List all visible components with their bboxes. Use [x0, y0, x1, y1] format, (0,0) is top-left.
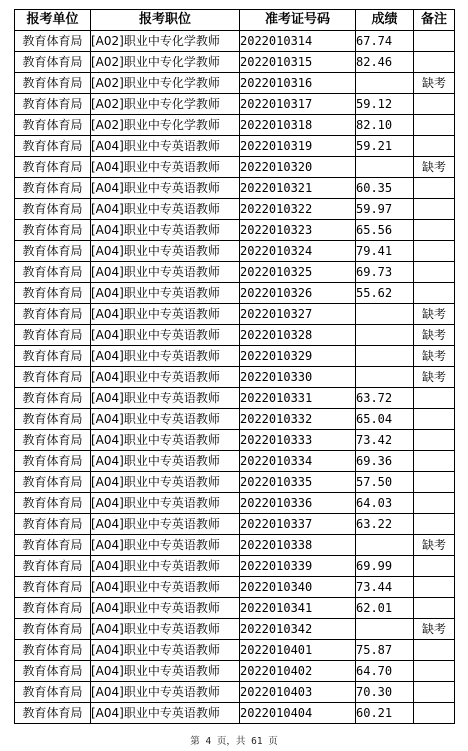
exam-id-cell: 2022010326	[240, 283, 356, 304]
unit-cell: 教育体育局	[15, 556, 91, 577]
position-cell: [A04]职业中专英语教师	[91, 199, 240, 220]
position-cell: [A02]职业中专化学教师	[91, 31, 240, 52]
exam-id-cell: 2022010317	[240, 94, 356, 115]
position-cell: [A04]职业中专英语教师	[91, 661, 240, 682]
unit-cell: 教育体育局	[15, 535, 91, 556]
table-row	[15, 31, 455, 52]
note-cell: 缺考	[414, 325, 455, 346]
unit-cell: 教育体育局	[15, 388, 91, 409]
table-row	[15, 640, 455, 661]
note-cell	[414, 136, 455, 157]
position-cell: [A02]职业中专化学教师	[91, 94, 240, 115]
exam-id-cell: 2022010322	[240, 199, 356, 220]
note-cell: 缺考	[414, 346, 455, 367]
table-header-row	[15, 10, 455, 31]
exam-id-cell: 2022010334	[240, 451, 356, 472]
header-note: 备注	[414, 10, 455, 31]
unit-cell: 教育体育局	[15, 94, 91, 115]
unit-cell: 教育体育局	[15, 640, 91, 661]
position-cell: [A04]职业中专英语教师	[91, 136, 240, 157]
unit-cell: 教育体育局	[15, 493, 91, 514]
table-row	[15, 73, 455, 94]
score-cell: 63.72	[356, 388, 414, 409]
position-cell: [A04]职业中专英语教师	[91, 682, 240, 703]
unit-cell: 教育体育局	[15, 115, 91, 136]
position-cell: [A02]职业中专化学教师	[91, 115, 240, 136]
table-row	[15, 598, 455, 619]
score-cell	[356, 367, 414, 388]
unit-cell: 教育体育局	[15, 430, 91, 451]
table-row	[15, 388, 455, 409]
score-cell	[356, 73, 414, 94]
table-row	[15, 661, 455, 682]
score-cell: 57.50	[356, 472, 414, 493]
unit-cell: 教育体育局	[15, 157, 91, 178]
page-footer: 第 4 页，共 61 页	[190, 736, 278, 747]
table-row	[15, 325, 455, 346]
unit-cell: 教育体育局	[15, 409, 91, 430]
exam-id-cell: 2022010403	[240, 682, 356, 703]
table-row	[15, 52, 455, 73]
table-row	[15, 409, 455, 430]
unit-cell: 教育体育局	[15, 367, 91, 388]
position-cell: [A04]职业中专英语教师	[91, 388, 240, 409]
exam-id-cell: 2022010314	[240, 31, 356, 52]
note-cell	[414, 514, 455, 535]
unit-cell: 教育体育局	[15, 703, 91, 724]
score-cell: 73.42	[356, 430, 414, 451]
table-row	[15, 472, 455, 493]
position-cell: [A04]职业中专英语教师	[91, 157, 240, 178]
score-table	[14, 9, 455, 724]
note-cell	[414, 199, 455, 220]
score-cell: 63.22	[356, 514, 414, 535]
position-cell: [A04]职业中专英语教师	[91, 409, 240, 430]
note-cell	[414, 703, 455, 724]
note-cell: 缺考	[414, 304, 455, 325]
exam-id-cell: 2022010340	[240, 577, 356, 598]
table-row	[15, 94, 455, 115]
position-cell: [A04]职业中专英语教师	[91, 262, 240, 283]
score-cell: 59.12	[356, 94, 414, 115]
unit-cell: 教育体育局	[15, 325, 91, 346]
score-cell	[356, 619, 414, 640]
position-cell: [A04]职业中专英语教师	[91, 367, 240, 388]
position-cell: [A04]职业中专英语教师	[91, 703, 240, 724]
header-position: 报考职位	[91, 10, 240, 31]
position-cell: [A04]职业中专英语教师	[91, 220, 240, 241]
note-cell: 缺考	[414, 619, 455, 640]
note-cell	[414, 388, 455, 409]
score-cell: 59.97	[356, 199, 414, 220]
header-score: 成绩	[356, 10, 414, 31]
score-cell: 69.73	[356, 262, 414, 283]
position-cell: [A04]职业中专英语教师	[91, 472, 240, 493]
unit-cell: 教育体育局	[15, 73, 91, 94]
table-row	[15, 115, 455, 136]
note-cell	[414, 493, 455, 514]
table-row	[15, 220, 455, 241]
score-cell: 55.62	[356, 283, 414, 304]
score-cell: 67.74	[356, 31, 414, 52]
table-row	[15, 178, 455, 199]
unit-cell: 教育体育局	[15, 262, 91, 283]
table-row	[15, 157, 455, 178]
position-cell: [A04]职业中专英语教师	[91, 283, 240, 304]
score-cell: 75.87	[356, 640, 414, 661]
position-cell: [A04]职业中专英语教师	[91, 577, 240, 598]
table-row	[15, 451, 455, 472]
exam-id-cell: 2022010330	[240, 367, 356, 388]
table-row	[15, 514, 455, 535]
exam-id-cell: 2022010337	[240, 514, 356, 535]
score-cell: 60.35	[356, 178, 414, 199]
position-cell: [A04]职业中专英语教师	[91, 493, 240, 514]
table-row	[15, 304, 455, 325]
note-cell	[414, 220, 455, 241]
note-cell	[414, 472, 455, 493]
unit-cell: 教育体育局	[15, 199, 91, 220]
exam-id-cell: 2022010402	[240, 661, 356, 682]
score-cell: 59.21	[356, 136, 414, 157]
note-cell	[414, 52, 455, 73]
unit-cell: 教育体育局	[15, 577, 91, 598]
unit-cell: 教育体育局	[15, 598, 91, 619]
position-cell: [A04]职业中专英语教师	[91, 535, 240, 556]
position-cell: [A04]职业中专英语教师	[91, 325, 240, 346]
note-cell: 缺考	[414, 535, 455, 556]
table-row	[15, 493, 455, 514]
score-cell: 82.10	[356, 115, 414, 136]
unit-cell: 教育体育局	[15, 136, 91, 157]
score-cell: 65.56	[356, 220, 414, 241]
score-sheet	[14, 9, 455, 724]
exam-id-cell: 2022010401	[240, 640, 356, 661]
exam-id-cell: 2022010319	[240, 136, 356, 157]
position-cell: [A04]职业中专英语教师	[91, 556, 240, 577]
score-cell: 69.36	[356, 451, 414, 472]
note-cell	[414, 283, 455, 304]
table-row	[15, 619, 455, 640]
note-cell	[414, 94, 455, 115]
note-cell	[414, 598, 455, 619]
unit-cell: 教育体育局	[15, 52, 91, 73]
exam-id-cell: 2022010320	[240, 157, 356, 178]
table-row	[15, 703, 455, 724]
note-cell	[414, 409, 455, 430]
exam-id-cell: 2022010404	[240, 703, 356, 724]
unit-cell: 教育体育局	[15, 304, 91, 325]
header-exam-id: 准考证号码	[240, 10, 356, 31]
unit-cell: 教育体育局	[15, 472, 91, 493]
position-cell: [A02]职业中专化学教师	[91, 52, 240, 73]
exam-id-cell: 2022010321	[240, 178, 356, 199]
score-cell	[356, 535, 414, 556]
unit-cell: 教育体育局	[15, 31, 91, 52]
note-cell	[414, 430, 455, 451]
unit-cell: 教育体育局	[15, 514, 91, 535]
note-cell: 缺考	[414, 367, 455, 388]
table-row	[15, 682, 455, 703]
position-cell: [A04]职业中专英语教师	[91, 304, 240, 325]
score-cell: 62.01	[356, 598, 414, 619]
position-cell: [A04]职业中专英语教师	[91, 430, 240, 451]
score-cell: 69.99	[356, 556, 414, 577]
exam-id-cell: 2022010315	[240, 52, 356, 73]
table-row	[15, 577, 455, 598]
score-cell: 82.46	[356, 52, 414, 73]
note-cell	[414, 115, 455, 136]
score-cell	[356, 346, 414, 367]
table-body	[15, 31, 455, 724]
score-cell	[356, 304, 414, 325]
position-cell: [A04]职业中专英语教师	[91, 241, 240, 262]
exam-id-cell: 2022010333	[240, 430, 356, 451]
exam-id-cell: 2022010323	[240, 220, 356, 241]
exam-id-cell: 2022010324	[240, 241, 356, 262]
table-row	[15, 262, 455, 283]
unit-cell: 教育体育局	[15, 661, 91, 682]
score-cell: 79.41	[356, 241, 414, 262]
unit-cell: 教育体育局	[15, 619, 91, 640]
score-cell: 60.21	[356, 703, 414, 724]
score-cell	[356, 157, 414, 178]
table-row	[15, 367, 455, 388]
note-cell: 缺考	[414, 73, 455, 94]
exam-id-cell: 2022010341	[240, 598, 356, 619]
exam-id-cell: 2022010342	[240, 619, 356, 640]
exam-id-cell: 2022010328	[240, 325, 356, 346]
exam-id-cell: 2022010339	[240, 556, 356, 577]
position-cell: [A04]职业中专英语教师	[91, 598, 240, 619]
score-cell: 64.70	[356, 661, 414, 682]
table-row	[15, 346, 455, 367]
note-cell	[414, 31, 455, 52]
exam-id-cell: 2022010335	[240, 472, 356, 493]
score-cell: 64.03	[356, 493, 414, 514]
note-cell	[414, 640, 455, 661]
note-cell	[414, 682, 455, 703]
position-cell: [A04]职业中专英语教师	[91, 619, 240, 640]
score-cell: 73.44	[356, 577, 414, 598]
unit-cell: 教育体育局	[15, 178, 91, 199]
score-cell: 65.04	[356, 409, 414, 430]
exam-id-cell: 2022010331	[240, 388, 356, 409]
note-cell	[414, 178, 455, 199]
note-cell	[414, 241, 455, 262]
unit-cell: 教育体育局	[15, 682, 91, 703]
note-cell	[414, 556, 455, 577]
score-cell	[356, 325, 414, 346]
header-unit: 报考单位	[15, 10, 91, 31]
unit-cell: 教育体育局	[15, 451, 91, 472]
table-row	[15, 283, 455, 304]
exam-id-cell: 2022010327	[240, 304, 356, 325]
exam-id-cell: 2022010332	[240, 409, 356, 430]
exam-id-cell: 2022010336	[240, 493, 356, 514]
note-cell: 缺考	[414, 157, 455, 178]
note-cell	[414, 262, 455, 283]
exam-id-cell: 2022010325	[240, 262, 356, 283]
table-row	[15, 430, 455, 451]
position-cell: [A04]职业中专英语教师	[91, 640, 240, 661]
table-row	[15, 136, 455, 157]
exam-id-cell: 2022010316	[240, 73, 356, 94]
position-cell: [A04]职业中专英语教师	[91, 178, 240, 199]
exam-id-cell: 2022010329	[240, 346, 356, 367]
position-cell: [A04]职业中专英语教师	[91, 451, 240, 472]
unit-cell: 教育体育局	[15, 220, 91, 241]
note-cell	[414, 451, 455, 472]
unit-cell: 教育体育局	[15, 241, 91, 262]
position-cell: [A04]职业中专英语教师	[91, 346, 240, 367]
score-cell: 70.30	[356, 682, 414, 703]
note-cell	[414, 577, 455, 598]
unit-cell: 教育体育局	[15, 346, 91, 367]
exam-id-cell: 2022010318	[240, 115, 356, 136]
position-cell: [A04]职业中专英语教师	[91, 514, 240, 535]
note-cell	[414, 661, 455, 682]
table-row	[15, 241, 455, 262]
table-row	[15, 199, 455, 220]
position-cell: [A02]职业中专化学教师	[91, 73, 240, 94]
table-row	[15, 535, 455, 556]
table-row	[15, 556, 455, 577]
exam-id-cell: 2022010338	[240, 535, 356, 556]
unit-cell: 教育体育局	[15, 283, 91, 304]
